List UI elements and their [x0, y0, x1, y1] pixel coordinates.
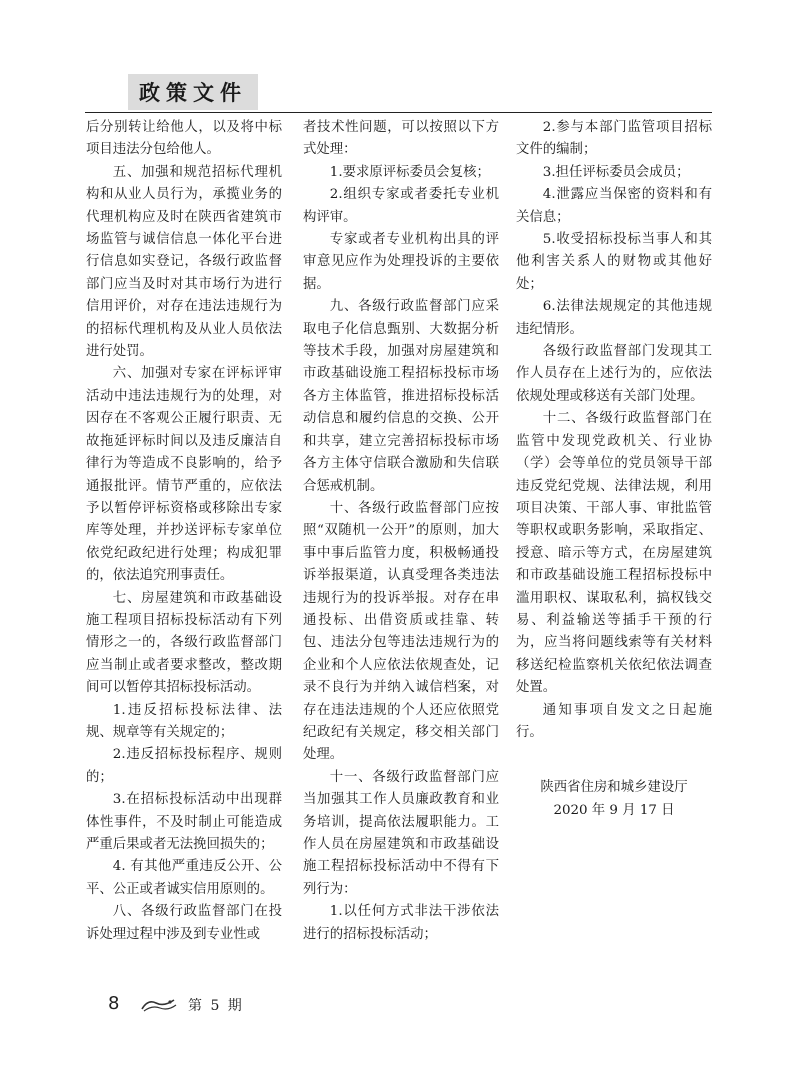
paragraph: 6.法律法规规定的其他违规违纪情形。	[516, 299, 712, 337]
paragraph: 者技术性问题，可以按照以下方式处理：	[303, 120, 499, 158]
column-2	[303, 117, 499, 946]
paragraph: 3.在招标投标活动中出现群体性事件，不及时制止可能造成严重后果或者无法挽回损失的；	[86, 792, 282, 852]
paragraph: 八、各级行政监督部门在投诉处理过程中涉及到专业性或	[86, 904, 282, 942]
issue-label: 第 5 期	[188, 998, 244, 1014]
paragraph: 1.以任何方式非法干涉依法进行的招标投标活动；	[303, 904, 499, 942]
paragraph: 后分别转让给他人，以及将中标项目违法分包给他人。	[86, 120, 282, 158]
paragraph: 1.要求原评标委员会复核；	[329, 164, 490, 180]
paragraph: 5.收受招标投标当事人和其他利害关系人的财物或其他好处；	[516, 232, 712, 292]
paragraph: 五、加强和规范招标代理机构和从业人员行为，承揽业务的代理机构应及时在陕西省建筑市场监管与诚信信息一体化平台进行信息如实登记，各级行政监督部门应当及时对其市场行为进行信用评价，对存在违法违规行为的招标代理机构及从业人员依法进行处罚。	[86, 164, 282, 360]
paragraph: 十一、各级行政监督部门应当加强其工作人员廉政教育和业务培训，提高依法履职能力。工作人员在房屋建筑和市政基础设施工程招标投标活动中不得有下列行为：	[303, 769, 499, 897]
column-1	[86, 117, 282, 946]
page-number: 8	[108, 993, 120, 1014]
paragraph: 通知事项自发文之日起施行。	[516, 702, 712, 740]
paragraph: 十、各级行政监督部门应按照“双随机一公开”的原则，加大事中事后监管力度，积极畅通投诉举报渠道，认真受理各类违法违规行为的投诉举报。对存在串通投标、出借资质或挂靠、转包、违法分包等违法违规行为的企业和个人应依法依规查处，记录不良行为并纳入诚信档案，对存在违法违规的个人还应依照党纪政纪有关规定，移交相关部门处理。	[303, 500, 499, 763]
paragraph: 2.参与本部门监管项目招标文件的编制；	[516, 120, 712, 158]
paragraph: 九、各级行政监督部门应采取电子化信息甄别、大数据分析等技术手段，加强对房屋建筑和市政基础设施工程招标投标市场各方主体监管，推进招标投标活动信息和履约信息的交换、公开和共享，建立完善招标投标市场各方主体守信联合激励和失信联合惩戒机制。	[303, 299, 499, 494]
paragraph: 4.泄露应当保密的资料和有关信息；	[516, 187, 712, 225]
paragraph: 3.担任评标委员会成员；	[542, 164, 690, 180]
paragraph: 2.违反招标投标程序、规则的；	[86, 747, 282, 785]
paragraph: 1.违反招标投标法律、法规、规章等有关规定的；	[86, 702, 282, 740]
header-divider	[85, 112, 712, 113]
paragraph: 十二、各级行政监督部门在监管中发现党政机关、行业协（学）会等单位的党员领导干部违反党纪党规、法律法规，利用项目决策、干部人事、审批监管等职权或职务影响，采取指定、授意、暗示等方式，在房屋建筑和市政基础设施工程招标投标中滥用职权、谋取私利，搞权钱交易、利益输送等插手干预的行为，应当将问题线索等有关材料移送纪检监察机关依纪依法调查处置。	[516, 411, 712, 696]
paragraph: 专家或者专业机构出具的评审意见应作为处理投诉的主要依据。	[303, 232, 499, 292]
signature-date: 2020 年 9 月 17 日	[553, 802, 675, 818]
column-3	[516, 117, 712, 822]
paragraph: 2.组织专家或者委托专业机构评审。	[303, 187, 499, 225]
paragraph: 4. 有其他严重违反公开、公平、公正或者诚实信用原则的。	[86, 859, 282, 897]
paragraph: 六、加强对专家在评标评审活动中违法违规行为的处理，对因存在不客观公正履行职责、无故拖延评标时间以及违反廉洁自律行为等造成不良影响的，给予通报批评。情节严重的，应依法予以暂停评标资格或移除出专家库等处理，并抄送评标专家单位依党纪政纪进行处理；构成犯罪的，依法追究刑事责任。	[86, 366, 282, 584]
section-title: 政策文件	[139, 81, 247, 105]
paragraph: 七、房屋建筑和市政基础设施工程项目招标投标活动有下列情形之一的，各级行政监督部门应当制止或者要求整改，整改期间可以暂停其招标投标活动。	[86, 590, 282, 696]
spacer	[516, 744, 712, 777]
magazine-logo-icon	[140, 997, 178, 1013]
signature-org: 陕西省住房和城乡建设厅	[540, 780, 688, 796]
paragraph: 各级行政监督部门发现其工作人员存在上述行为的，应依法依规处理或移送有关部门处理。	[516, 344, 712, 404]
section-tab	[128, 74, 258, 110]
